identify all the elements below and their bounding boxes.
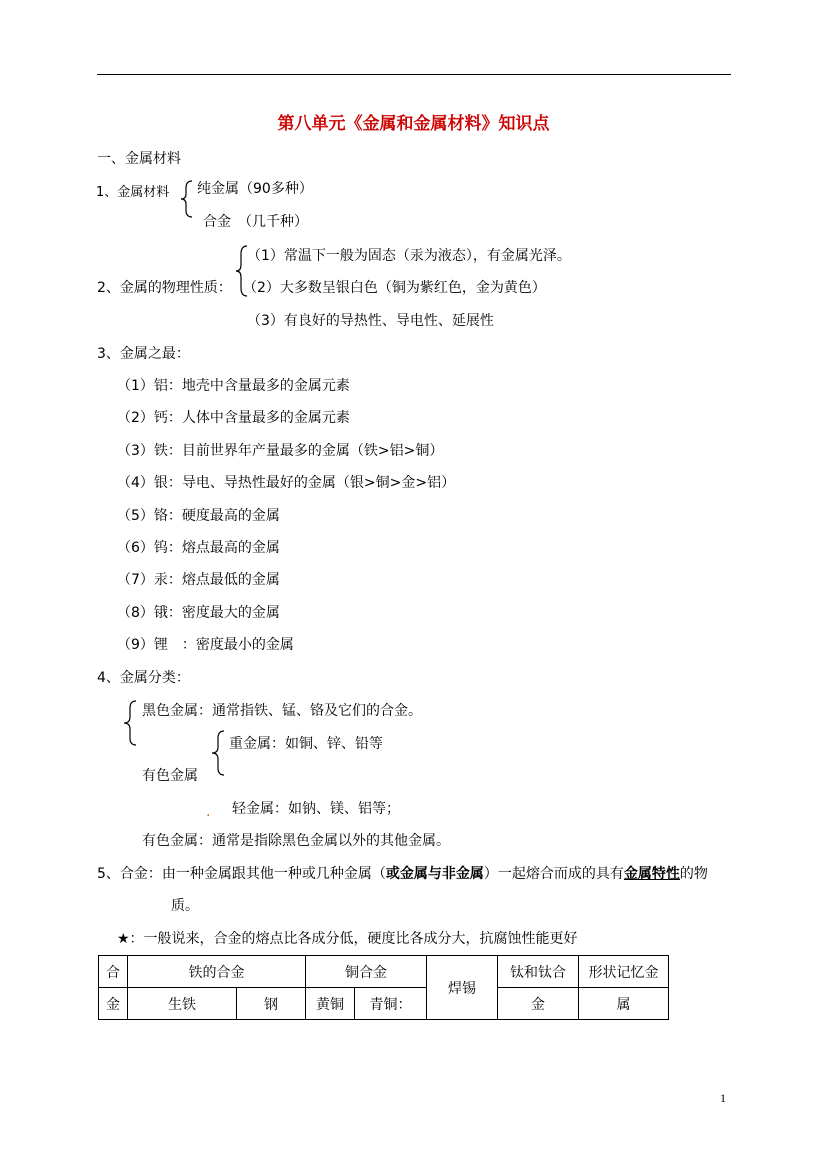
page-number: 1	[720, 1091, 726, 1105]
heavy-metal-text: 重金属：如铜、锌、铅等	[229, 736, 383, 752]
superlative-item: （5）铬：硬度最高的金属	[117, 508, 280, 524]
alloy-note: ★：一般说来，合金的熔点比各成分低，硬度比各成分大，抗腐蚀性能更好	[117, 931, 578, 947]
item-2-label: 2、金属的物理性质：	[97, 280, 232, 296]
iron-alloy-header: 铁的合金	[128, 956, 306, 988]
section-3-heading: 3、金属之最：	[97, 346, 190, 362]
superlative-item: （4）银：导电、导热性最好的金属（银>铜>金>铝）	[117, 475, 456, 491]
bronze-cell: 青铜：	[355, 988, 427, 1020]
superlative-item: （6）钨：熔点最高的金属	[117, 540, 280, 556]
alloy-def-suffix: 的物	[679, 866, 708, 882]
superlative-item: （2）钙：人体中含量最多的金属元素	[117, 410, 350, 426]
alloy-def-bold-2: 金属特性	[623, 866, 680, 882]
titanium-cell-b: 金	[498, 988, 579, 1020]
pure-metal-text: 纯金属（90多种）	[197, 181, 313, 197]
table-head-b: 金	[99, 988, 128, 1020]
superlative-item: （8）锇：密度最大的金属	[117, 605, 280, 621]
alloy-def-prefix: 5、合金：由一种金属跟其他一种或几种金属（	[97, 866, 386, 882]
property-3: （3）有良好的导热性、导电性、延展性	[247, 313, 494, 329]
brace-4	[210, 730, 226, 776]
light-metal-text: 轻金属：如钠、镁、铝等；	[232, 801, 400, 817]
brace-1	[180, 180, 194, 218]
superlative-item: （9）锂 ：密度最小的金属	[117, 637, 294, 653]
item-1-label: 1、金属材料	[96, 185, 170, 200]
section-4-heading: 4、金属分类：	[97, 670, 190, 686]
shape-memory-cell-a: 形状记忆金	[579, 956, 669, 988]
alloy-definition	[97, 865, 708, 883]
page-title: 第八单元《金属和金属材料》知识点	[277, 114, 550, 134]
stray-dot: .	[206, 804, 211, 820]
superlative-item: （1）铝：地壳中含量最多的金属元素	[117, 378, 350, 394]
alloy-definition-cont: 质。	[171, 898, 199, 914]
section-1-heading: 一、金属材料	[97, 151, 181, 167]
ferrous-metal-text: 黑色金属：通常指铁、锰、铬及它们的合金。	[142, 703, 422, 719]
superlative-item: （7）汞：熔点最低的金属	[117, 572, 280, 588]
brace-3	[122, 700, 138, 746]
alloy-table	[98, 955, 669, 1020]
alloy-def-middle: ）一起熔合而成的具有	[483, 866, 624, 882]
pig-iron-cell: 生铁	[128, 988, 237, 1020]
property-2: （2）大多数呈银白色（铜为紫红色，金为黄色）	[243, 280, 546, 296]
steel-cell: 钢	[237, 988, 306, 1020]
nonferrous-definition: 有色金属：通常是指除黑色金属以外的其他金属。	[142, 833, 450, 849]
alloy-count-text: 合金 （几千种）	[203, 214, 308, 230]
titanium-cell-a: 钛和钛合	[498, 956, 579, 988]
header-rule	[97, 74, 731, 75]
superlative-item: （3）铁：目前世界年产量最多的金属（铁>铝>铜）	[117, 443, 444, 459]
property-1: （1）常温下一般为固态（汞为液态），有金属光泽。	[247, 248, 571, 264]
copper-alloy-header: 铜合金	[306, 956, 427, 988]
solder-cell: 焊锡	[427, 956, 498, 1020]
shape-memory-cell-b: 属	[579, 988, 669, 1020]
nonferrous-label: 有色金属	[142, 768, 198, 784]
table-head-a: 合	[99, 956, 128, 988]
brass-cell: 黄铜	[306, 988, 355, 1020]
alloy-def-bold-1: 或金属与非金属	[385, 866, 484, 882]
